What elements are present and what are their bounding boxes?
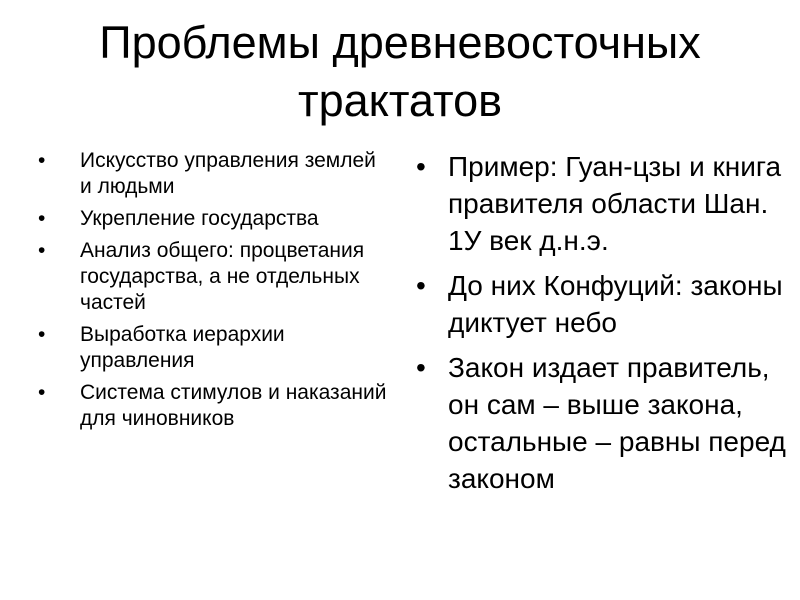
left-list-item <box>38 206 393 232</box>
left-list-item <box>38 238 393 316</box>
bullet-icon: • <box>416 352 426 383</box>
left-item-text: Система стимулов и наказаний для чиновников <box>80 381 387 430</box>
left-item-text: Выработка иерархии управления <box>80 323 285 372</box>
right-item-text: До них Конфуций: законы диктует небо <box>448 270 783 338</box>
left-list-item <box>38 148 393 200</box>
left-item-text: Анализ общего: процветания государства, а не отдельных частей <box>80 239 365 314</box>
left-item-text: Искусство управления землей и людьми <box>80 149 376 198</box>
bullet-icon: • <box>38 323 46 346</box>
right-item-text: Закон издает правитель, он сам – выше закона, остальные – равны перед законом <box>448 352 786 494</box>
slide-title-line-1: Проблемы древневосточных <box>99 17 701 68</box>
left-list-item <box>38 380 393 432</box>
bullet-icon: • <box>38 149 46 172</box>
bullet-icon: • <box>38 381 46 404</box>
bullet-icon: • <box>416 151 426 182</box>
bullet-icon: • <box>38 239 46 262</box>
bullet-icon: • <box>38 207 46 230</box>
slide-title <box>20 14 780 130</box>
right-list-item <box>416 148 786 259</box>
left-list-item <box>38 322 393 374</box>
right-list-item <box>416 267 786 341</box>
slide-title-line-2: трактатов <box>297 75 503 126</box>
right-bullet-list <box>416 148 786 505</box>
right-list-item <box>416 349 786 497</box>
left-bullet-list <box>38 148 393 438</box>
right-item-text: Пример: Гуан-цзы и книга правителя области Шан. 1У век д.н.э. <box>448 151 782 256</box>
bullet-icon: • <box>416 270 426 301</box>
left-item-text: Укрепление государства <box>80 207 319 230</box>
